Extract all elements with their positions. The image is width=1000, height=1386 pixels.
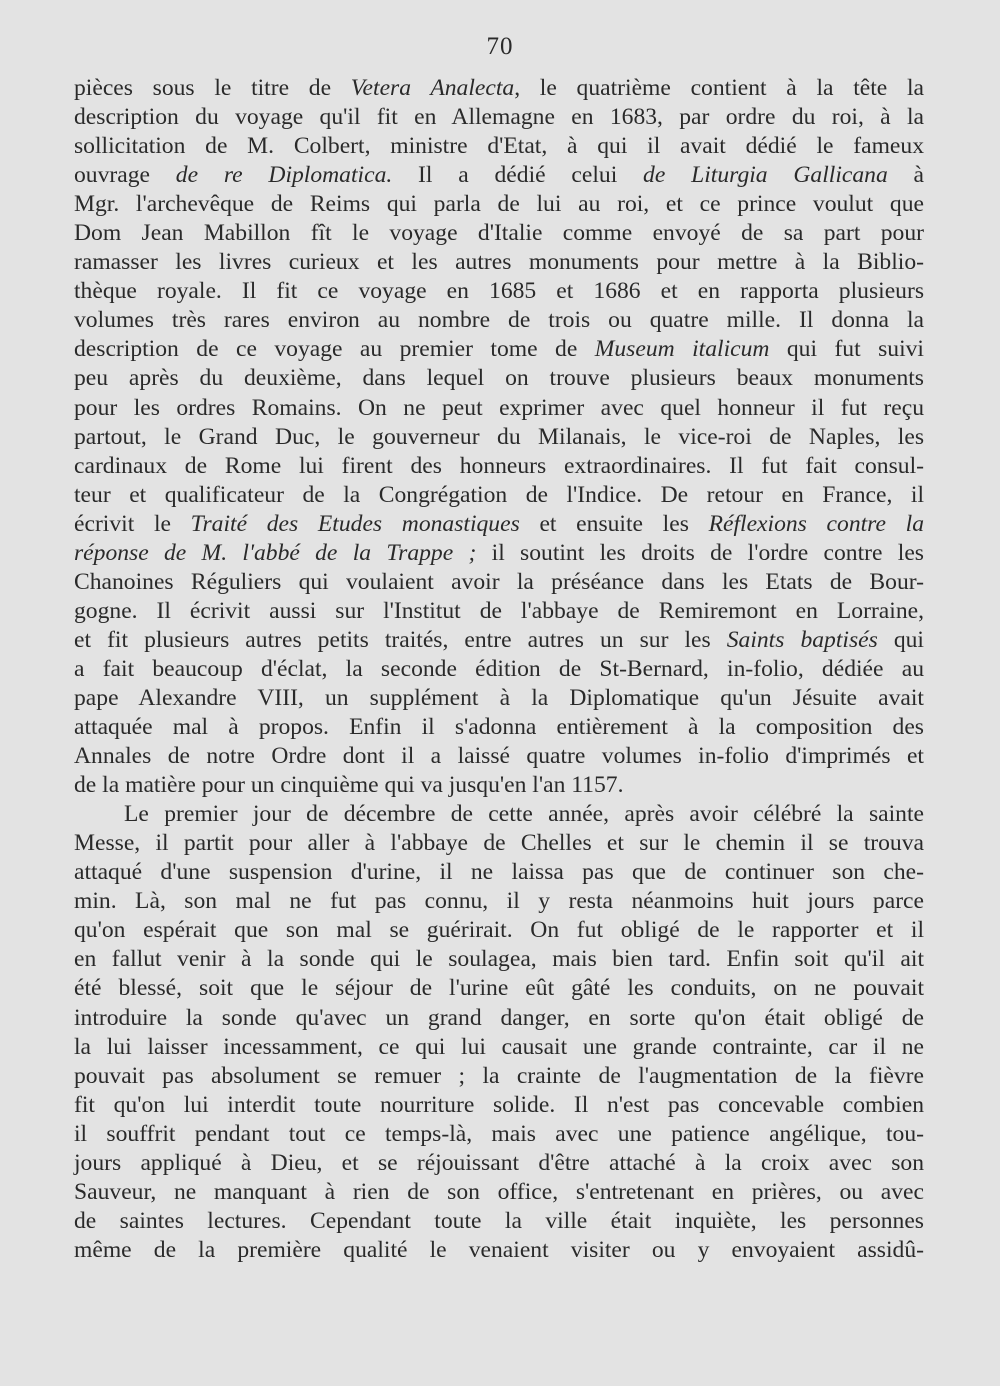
body-text xyxy=(74,74,924,1265)
text-line: attaquée mal à propos. Enfin il s'adonna entièrement à la composition des xyxy=(74,714,924,741)
text-line: partout, le Grand Duc, le gouverneur du Milanais, le vice-roi de Naples, les xyxy=(74,423,924,450)
text-line: écrivit le Traité des Etudes monastiques et ensuite les Réflexions contre la xyxy=(74,510,924,537)
text-line: min. Là, son mal ne fut pas connu, il y resta néanmoins huit jours parce xyxy=(74,888,924,915)
text-line: de saintes lectures. Cependant toute la ville était inquiète, les personnes xyxy=(74,1207,924,1234)
text-line: et fit plusieurs autres petits traités, entre autres un sur les Saints baptisés qui xyxy=(74,626,924,653)
text-line: Messe, il partit pour aller à l'abbaye de Chelles et sur le chemin il se trouva xyxy=(74,830,924,857)
text-line: introduire la sonde qu'avec un grand danger, en sorte qu'on était obligé de xyxy=(74,1004,924,1031)
text-line: peu après du deuxième, dans lequel on trouve plusieurs beaux monuments xyxy=(74,365,924,392)
text-line: été blessé, soit que le séjour de l'urine eût gâté les conduits, on ne pouvait xyxy=(74,975,924,1002)
text-line: de la matière pour un cinquième qui va jusqu'en l'an 1157. xyxy=(74,772,624,799)
text-line: ouvrage de re Diplomatica. Il a dédié celui de Liturgia Gallicana à xyxy=(74,162,925,189)
text-line: pièces sous le titre de Vetera Analecta, le quatrième contient à la tête la xyxy=(74,75,924,101)
text-line: pouvait pas absolument se remuer ; la crainte de l'augmentation de la fièvre xyxy=(74,1062,924,1089)
text-line: teur et qualificateur de la Congrégation de l'Indice. De retour en France, il xyxy=(74,481,924,508)
text-line: Mgr. l'archevêque de Reims qui parla de lui au roi, et ce prince voulut que xyxy=(74,191,924,218)
text-line: Annales de notre Ordre dont il a laissé quatre volumes in-folio d'imprimés et xyxy=(74,743,924,770)
text-line: description du voyage qu'il fit en Allemagne en 1683, par ordre du roi, à la xyxy=(74,104,924,131)
text-line: jours appliqué à Dieu, et se réjouissant d'être attaché à la croix avec son xyxy=(74,1149,924,1176)
text-line: gogne. Il écrivit aussi sur l'Institut de l'abbaye de Remiremont en Lorraine, xyxy=(74,597,924,624)
text-line: la lui laisser incessamment, ce qui lui causait une grande contrainte, car il ne xyxy=(74,1033,924,1060)
text-line: il souffrit pendant tout ce temps-là, mais avec une patience angélique, tou- xyxy=(74,1120,924,1147)
text-line: même de la première qualité le venaient visiter ou y envoyaient assidû- xyxy=(74,1236,924,1263)
text-line: Dom Jean Mabillon fît le voyage d'Italie comme envoyé de sa part pour xyxy=(74,220,924,247)
text-line: fit qu'on lui interdit toute nourriture solide. Il n'est pas concevable combien xyxy=(74,1091,924,1118)
text-line: Le premier jour de décembre de cette année, après avoir célébré la sainte xyxy=(124,801,924,828)
text-line: attaqué d'une suspension d'urine, il ne laissa pas que de continuer son che- xyxy=(74,859,924,886)
page-number: 70 xyxy=(486,33,514,60)
text-line: cardinaux de Rome lui firent des honneurs extraordinaires. Il fut fait consul- xyxy=(74,452,924,479)
text-line: Chanoines Réguliers qui voulaient avoir la préséance dans les Etats de Bour- xyxy=(74,568,924,595)
text-line: a fait beaucoup d'éclat, la seconde édition de St-Bernard, in-folio, dédiée au xyxy=(74,655,924,682)
text-line: qu'on espérait que son mal se guérirait. On fut obligé de le rapporter et il xyxy=(74,917,924,944)
text-line: volumes très rares environ au nombre de trois ou quatre mille. Il donna la xyxy=(74,307,924,334)
text-line: pape Alexandre VIII, un supplément à la Diplomatique qu'un Jésuite avait xyxy=(74,684,924,711)
text-line: thèque royale. Il fit ce voyage en 1685 et 1686 et en rapporta plusieurs xyxy=(74,278,924,305)
text-line: Sauveur, ne manquant à rien de son office, s'entretenant en prières, ou avec xyxy=(74,1178,924,1205)
text-line: description de ce voyage au premier tome de Museum italicum qui fut suivi xyxy=(74,336,924,363)
text-line: ramasser les livres curieux et les autres monuments pour mettre à la Biblio- xyxy=(74,249,924,276)
text-line: pour les ordres Romains. On ne peut exprimer avec quel honneur il fut reçu xyxy=(74,394,924,421)
text-line: réponse de M. l'abbé de la Trappe ; il soutint les droits de l'ordre contre les xyxy=(74,539,924,566)
text-line: sollicitation de M. Colbert, ministre d'Etat, à qui il avait dédié le fameux xyxy=(74,133,924,160)
text-line: en fallut venir à la sonde qui le soulagea, mais bien tard. Enfin soit qu'il ait xyxy=(74,946,924,973)
